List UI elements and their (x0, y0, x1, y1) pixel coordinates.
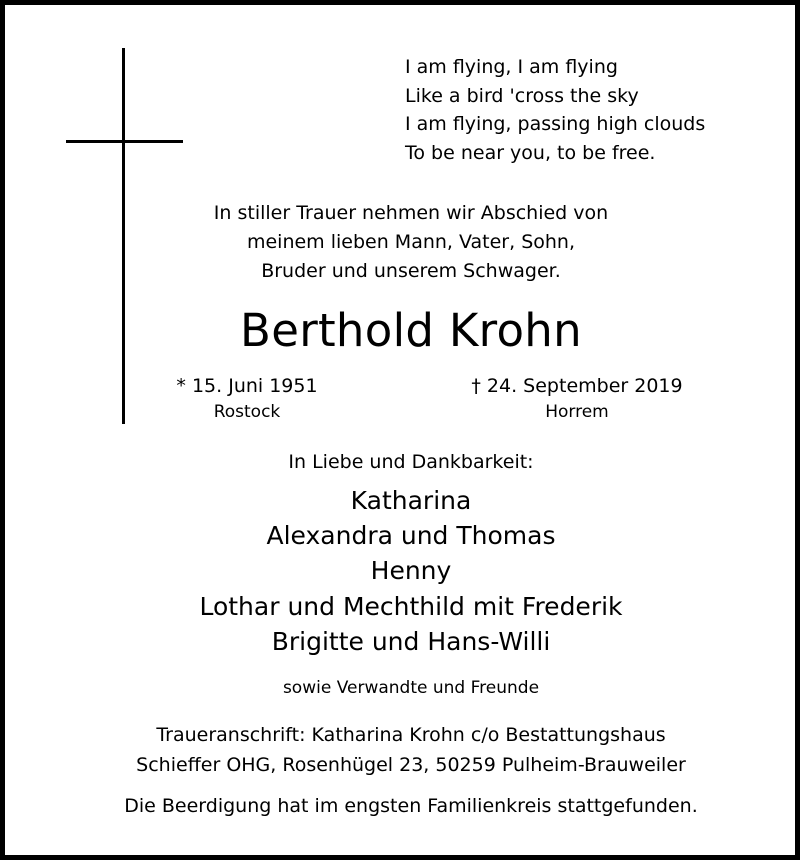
poem-line: To be near you, to be free. (405, 141, 656, 164)
mourners-heading: In Liebe und Dankbarkeit: (288, 451, 534, 473)
birth-date: * 15. Juni 1951 (176, 375, 318, 397)
intro-text (5, 199, 800, 286)
death-place: Horrem (545, 402, 609, 422)
intro-line: Bruder und unserem Schwager. (261, 260, 561, 282)
address-line: Schieffer OHG, Rosenhügel 23, 50259 Pulheim-Brauweiler (136, 754, 686, 776)
mourning-address (5, 720, 800, 780)
poem (405, 53, 705, 167)
death-info (455, 373, 699, 425)
mourner-name: Brigitte und Hans-Willi (271, 626, 551, 656)
poem-line: I am flying, passing high clouds (405, 113, 706, 135)
birth-info (165, 373, 329, 425)
birth-place: Rostock (213, 402, 281, 422)
poem-line: I am flying, I am flying (405, 56, 618, 78)
mourner-name: Alexandra und Thomas (266, 521, 556, 551)
mourners-list (5, 483, 800, 659)
intro-line: meinem lieben Mann, Vater, Sohn, (246, 231, 576, 253)
burial-note: Die Beerdigung hat im engsten Familienkreis stattgefunden. (124, 795, 698, 817)
poem-line: Like a bird 'cross the sky (405, 84, 639, 107)
intro-line: In stiller Trauer nehmen wir Abschied von (213, 202, 609, 224)
relatives-line: sowie Verwandte und Freunde (282, 678, 540, 698)
death-date: † 24. September 2019 (471, 375, 683, 397)
deceased-name: Berthold Krohn (240, 304, 582, 357)
address-line: Traueranschrift: Katharina Krohn c/o Bestattungshaus (156, 724, 666, 746)
mourner-name: Katharina (350, 486, 472, 515)
mourner-name: Henny (370, 556, 452, 586)
cross-symbol-horizontal (66, 140, 183, 143)
mourner-name: Lothar und Mechthild mit Frederik (199, 591, 623, 621)
